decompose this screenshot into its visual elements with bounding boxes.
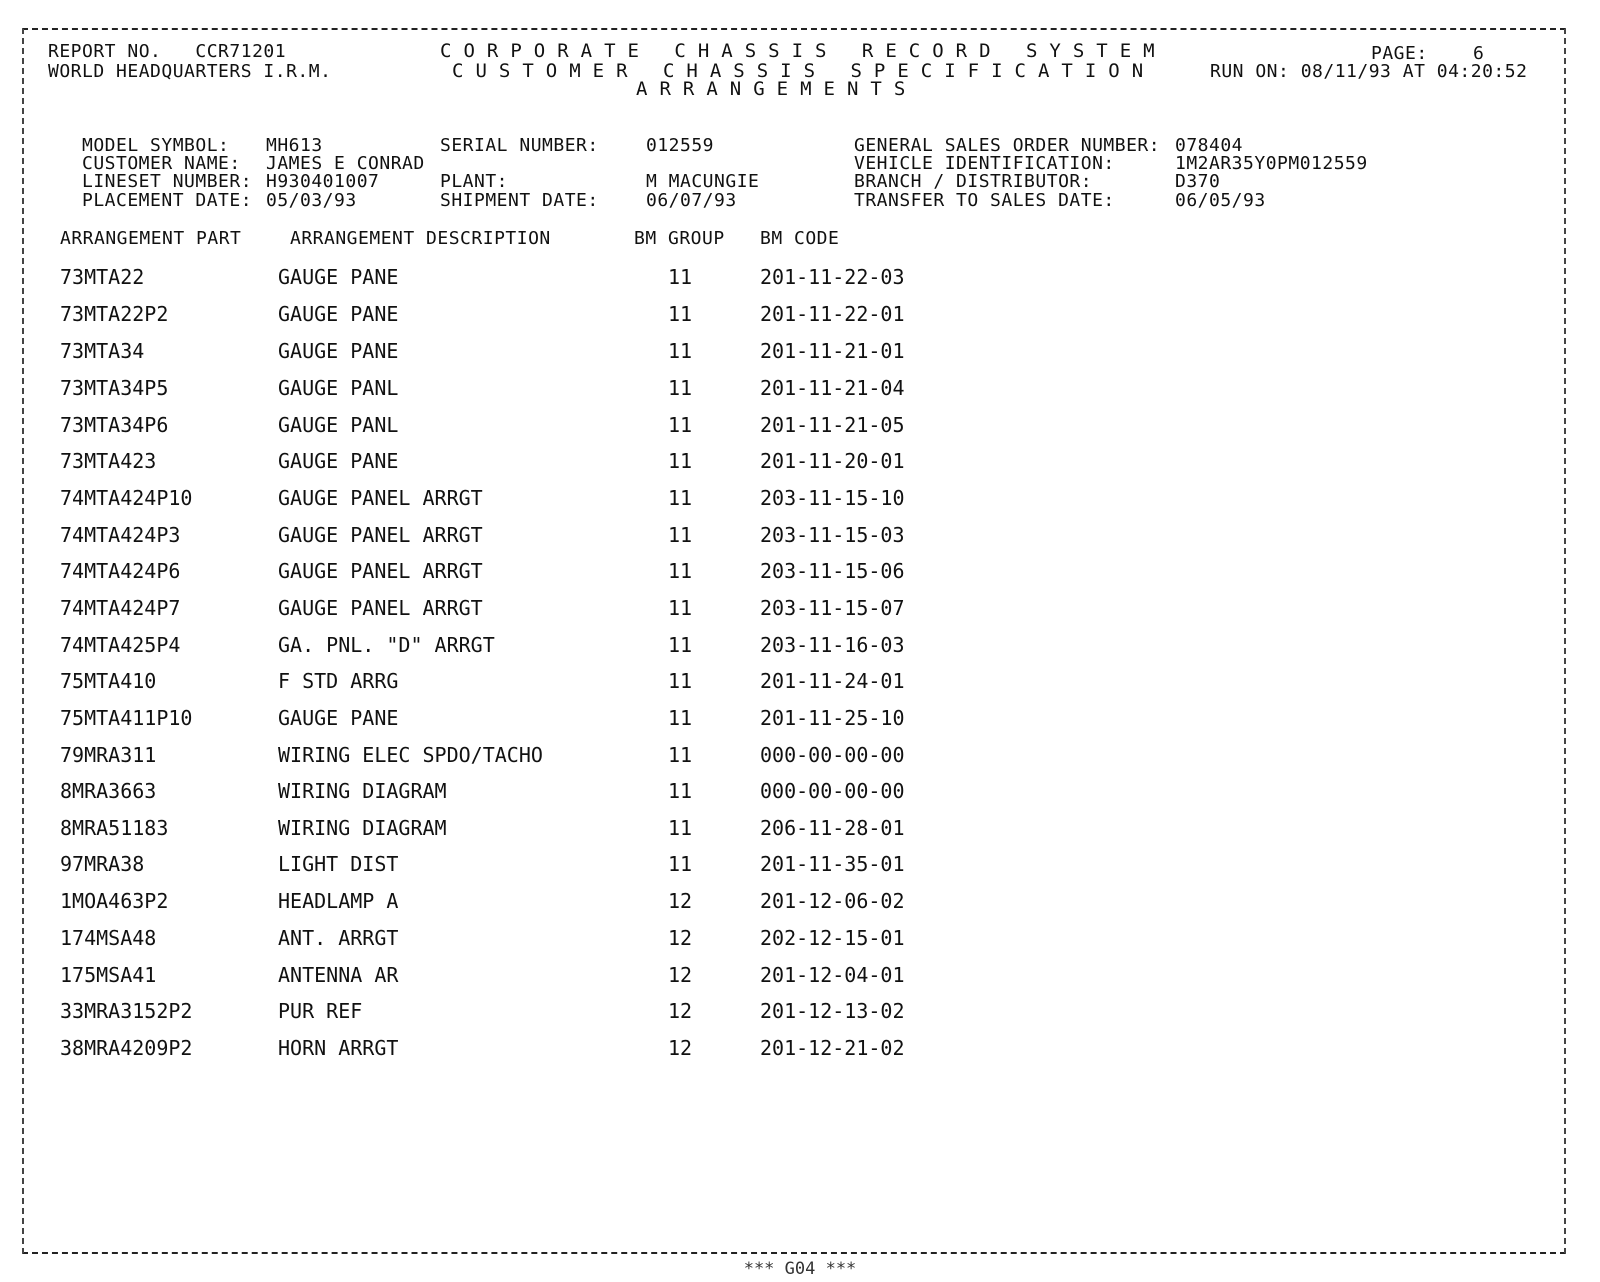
table-row — [0, 853, 1000, 877]
description-cell: GA. PNL. "D" ARRGT — [278, 633, 495, 657]
code-cell: 201-11-22-01 — [760, 302, 905, 326]
group-cell: 12 — [668, 889, 693, 913]
description-cell: GAUGE PANL — [278, 413, 399, 437]
table-row — [0, 597, 1000, 621]
code-cell: 201-11-25-10 — [760, 706, 905, 730]
run-on-timestamp: RUN ON: 08/11/93 AT 04:20:52 — [1210, 61, 1528, 82]
part-cell: 97MRA38 — [60, 852, 145, 876]
code-cell: 203-11-15-07 — [760, 596, 905, 620]
part-cell: 33MRA3152P2 — [60, 999, 193, 1023]
code-cell: 201-11-21-04 — [760, 376, 905, 400]
vehicle-id-value: 1M2AR35Y0PM012559 — [1175, 153, 1368, 174]
code-cell: 201-12-06-02 — [760, 889, 905, 913]
group-cell: 11 — [668, 852, 693, 876]
table-row — [0, 634, 1000, 658]
column-header-group: BM GROUP — [634, 228, 725, 249]
plant-value: M MACUNGIE — [646, 171, 760, 192]
table-row — [0, 524, 1000, 548]
table-row — [0, 927, 1000, 951]
group-cell: 11 — [668, 816, 693, 840]
code-cell: 201-12-21-02 — [760, 1036, 905, 1060]
page-footer: *** G04 *** — [743, 1259, 857, 1279]
part-cell: 73MTA423 — [60, 449, 157, 473]
table-row — [0, 377, 1000, 401]
customer-name-value: JAMES E CONRAD — [266, 153, 425, 174]
group-cell: 11 — [668, 265, 693, 289]
code-cell: 203-11-15-10 — [760, 486, 905, 510]
table-row — [0, 414, 1000, 438]
column-header-description: ARRANGEMENT DESCRIPTION — [290, 228, 551, 249]
part-cell: 74MTA424P10 — [60, 486, 193, 510]
code-cell: 202-12-15-01 — [760, 926, 905, 950]
part-cell: 75MTA411P10 — [60, 706, 193, 730]
part-cell: 73MTA22P2 — [60, 302, 169, 326]
code-cell: 203-11-16-03 — [760, 633, 905, 657]
part-cell: 73MTA22 — [60, 265, 145, 289]
model-symbol-value: MH613 — [266, 135, 323, 156]
part-cell: 74MTA425P4 — [60, 633, 181, 657]
description-cell: WIRING ELEC SPDO/TACHO — [278, 743, 543, 767]
description-cell: LIGHT DIST — [278, 852, 399, 876]
code-cell: 201-11-21-05 — [760, 413, 905, 437]
part-cell: 79MRA311 — [60, 743, 157, 767]
description-cell: GAUGE PANE — [278, 265, 399, 289]
table-row — [0, 560, 1000, 584]
code-cell: 201-11-22-03 — [760, 265, 905, 289]
group-cell: 11 — [668, 633, 693, 657]
shipment-date-value: 06/07/93 — [646, 190, 737, 211]
code-cell: 203-11-15-06 — [760, 559, 905, 583]
report-subtitle: CUSTOMER CHASSIS SPECIFICATION — [452, 60, 1156, 82]
table-row — [0, 964, 1000, 988]
placement-date-value: 05/03/93 — [266, 190, 357, 211]
branch-distributor-value: D370 — [1175, 171, 1221, 192]
description-cell: GAUGE PANEL ARRGT — [278, 486, 483, 510]
group-cell: 11 — [668, 376, 693, 400]
group-cell: 11 — [668, 413, 693, 437]
description-cell: HORN ARRGT — [278, 1036, 399, 1060]
part-cell: 75MTA410 — [60, 669, 157, 693]
group-cell: 12 — [668, 999, 693, 1023]
code-cell: 201-11-35-01 — [760, 852, 905, 876]
table-row — [0, 890, 1000, 914]
model-symbol-label: MODEL SYMBOL: — [82, 135, 230, 156]
code-cell: 201-12-13-02 — [760, 999, 905, 1023]
description-cell: GAUGE PANE — [278, 302, 399, 326]
group-cell: 11 — [668, 779, 693, 803]
part-cell: 73MTA34 — [60, 339, 145, 363]
group-cell: 11 — [668, 523, 693, 547]
code-cell: 000-00-00-00 — [760, 779, 905, 803]
part-cell: 38MRA4209P2 — [60, 1036, 193, 1060]
code-cell: 203-11-15-03 — [760, 523, 905, 547]
report-section: ARRANGEMENTS — [636, 78, 918, 100]
code-cell: 201-11-21-01 — [760, 339, 905, 363]
report-title: CORPORATE CHASSIS RECORD SYSTEM — [440, 40, 1167, 62]
description-cell: ANTENNA AR — [278, 963, 399, 987]
description-cell: HEADLAMP A — [278, 889, 399, 913]
table-row — [0, 450, 1000, 474]
description-cell: WIRING DIAGRAM — [278, 816, 447, 840]
table-row — [0, 670, 1000, 694]
group-cell: 11 — [668, 302, 693, 326]
group-cell: 11 — [668, 669, 693, 693]
part-cell: 1MOA463P2 — [60, 889, 169, 913]
part-cell: 8MRA51183 — [60, 816, 169, 840]
table-row — [0, 340, 1000, 364]
part-cell: 74MTA424P7 — [60, 596, 181, 620]
group-cell: 11 — [668, 706, 693, 730]
part-cell: 74MTA424P6 — [60, 559, 181, 583]
transfer-date-label: TRANSFER TO SALES DATE: — [854, 190, 1115, 211]
part-cell: 73MTA34P5 — [60, 376, 169, 400]
vehicle-id-label: VEHICLE IDENTIFICATION: — [854, 153, 1115, 174]
table-row — [0, 487, 1000, 511]
code-cell: 000-00-00-00 — [760, 743, 905, 767]
group-cell: 12 — [668, 1036, 693, 1060]
plant-label: PLANT: — [440, 171, 509, 192]
description-cell: GAUGE PANE — [278, 339, 399, 363]
description-cell: GAUGE PANL — [278, 376, 399, 400]
customer-name-label: CUSTOMER NAME: — [82, 153, 241, 174]
description-cell: ANT. ARRGT — [278, 926, 399, 950]
part-cell: 8MRA3663 — [60, 779, 157, 803]
group-cell: 12 — [668, 926, 693, 950]
page-number: PAGE: 6 — [1371, 43, 1485, 64]
table-row — [0, 1037, 1000, 1061]
lineset-number-label: LINESET NUMBER: — [82, 171, 253, 192]
table-row — [0, 1000, 1000, 1024]
code-cell: 206-11-28-01 — [760, 816, 905, 840]
group-cell: 11 — [668, 339, 693, 363]
group-cell: 11 — [668, 449, 693, 473]
group-cell: 11 — [668, 559, 693, 583]
table-row — [0, 817, 1000, 841]
description-cell: WIRING DIAGRAM — [278, 779, 447, 803]
code-cell: 201-11-20-01 — [760, 449, 905, 473]
transfer-date-value: 06/05/93 — [1175, 190, 1266, 211]
description-cell: GAUGE PANEL ARRGT — [278, 523, 483, 547]
headquarters-label: WORLD HEADQUARTERS I.R.M. — [48, 61, 332, 82]
part-cell: 175MSA41 — [60, 963, 157, 987]
column-header-part: ARRANGEMENT PART — [60, 228, 242, 249]
shipment-date-label: SHIPMENT DATE: — [440, 190, 599, 211]
report-number: REPORT NO. CCR71201 — [48, 41, 287, 62]
code-cell: 201-11-24-01 — [760, 669, 905, 693]
group-cell: 11 — [668, 486, 693, 510]
table-row — [0, 744, 1000, 768]
placement-date-label: PLACEMENT DATE: — [82, 190, 253, 211]
table-row — [0, 707, 1000, 731]
part-cell: 174MSA48 — [60, 926, 157, 950]
column-header-code: BM CODE — [760, 228, 840, 249]
part-cell: 73MTA34P6 — [60, 413, 169, 437]
description-cell: F STD ARRG — [278, 669, 399, 693]
sales-order-value: 078404 — [1175, 135, 1244, 156]
sales-order-label: GENERAL SALES ORDER NUMBER: — [854, 135, 1161, 156]
group-cell: 12 — [668, 963, 693, 987]
group-cell: 11 — [668, 596, 693, 620]
group-cell: 11 — [668, 743, 693, 767]
table-row — [0, 266, 1000, 290]
serial-number-value: 012559 — [646, 135, 715, 156]
description-cell: GAUGE PANEL ARRGT — [278, 559, 483, 583]
description-cell: PUR REF — [278, 999, 363, 1023]
branch-distributor-label: BRANCH / DISTRIBUTOR: — [854, 171, 1093, 192]
table-row — [0, 780, 1000, 804]
serial-number-label: SERIAL NUMBER: — [440, 135, 599, 156]
part-cell: 74MTA424P3 — [60, 523, 181, 547]
code-cell: 201-12-04-01 — [760, 963, 905, 987]
description-cell: GAUGE PANE — [278, 706, 399, 730]
table-row — [0, 303, 1000, 327]
description-cell: GAUGE PANE — [278, 449, 399, 473]
lineset-number-value: H930401007 — [266, 171, 380, 192]
description-cell: GAUGE PANEL ARRGT — [278, 596, 483, 620]
